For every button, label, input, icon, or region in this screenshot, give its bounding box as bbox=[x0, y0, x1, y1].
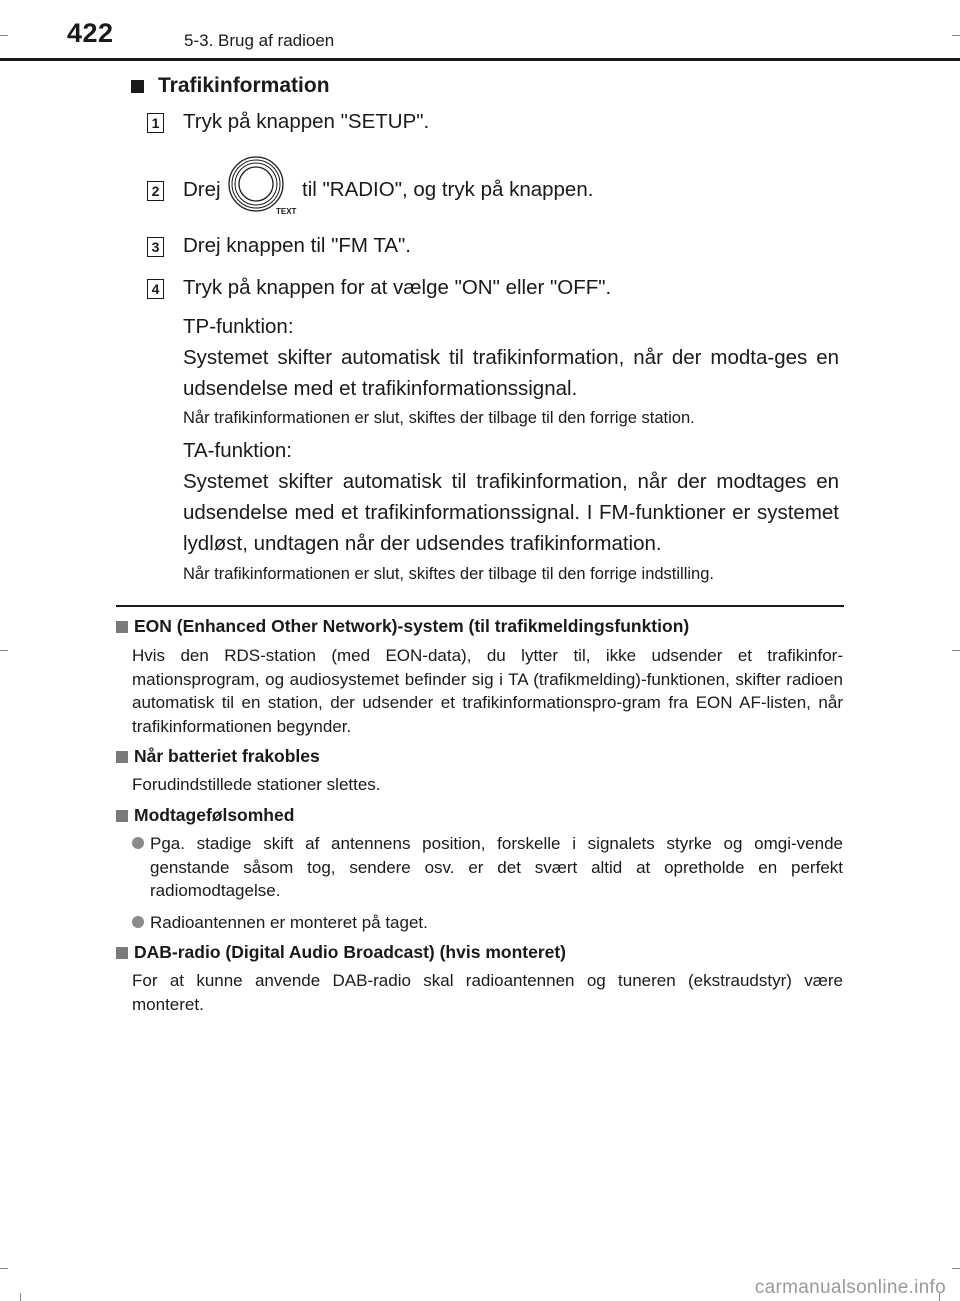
tp-note: Når trafikinformationen er slut, skiftes der tilbage til den forrige station. bbox=[183, 409, 695, 427]
step-text: Drej knappen til "FM TA". bbox=[183, 234, 411, 257]
step-number-badge: 1 bbox=[147, 113, 164, 133]
note-heading bbox=[116, 805, 294, 826]
step-text-before: Drej bbox=[183, 178, 221, 201]
note-heading bbox=[116, 942, 566, 963]
step-number-badge: 4 bbox=[147, 279, 164, 299]
tp-text: Systemet skifter automatisk til trafikinformation, når der modta-ges en udsendelse med et trafikinformationssignal. bbox=[183, 346, 839, 400]
step-text: Tryk på knappen for at vælge "ON" eller "OFF". bbox=[183, 276, 612, 299]
square-bullet-icon bbox=[116, 947, 128, 959]
tune-knob-icon bbox=[226, 154, 298, 220]
note-heading bbox=[116, 746, 320, 767]
step-text: Tryk på knappen "SETUP". bbox=[183, 110, 430, 133]
note-title: Når batteriet frakobles bbox=[134, 746, 320, 766]
watermark: carmanualsonline.info bbox=[754, 1277, 946, 1298]
step-number-badge: 3 bbox=[147, 237, 164, 257]
section-divider bbox=[116, 605, 844, 607]
bullet-text: Pga. stadige skift af antennens position, forskelle i signalets styrke og omgi-vende genstande såsom tog, sendere osv. er det svært altid at opretholde en perfekt radiomodtagelse. bbox=[150, 834, 843, 900]
header-rule bbox=[0, 58, 960, 61]
circle-bullet-icon bbox=[132, 837, 144, 849]
crop-mark bbox=[952, 650, 960, 651]
ta-heading: TA-funktion: bbox=[183, 439, 292, 462]
note-text: For at kunne anvende DAB-radio skal radioantennen og tuneren (ekstraudstyr) være monteret. bbox=[132, 971, 843, 1014]
note-title: Modtagefølsomhed bbox=[134, 805, 295, 825]
crop-mark bbox=[20, 1293, 21, 1301]
crop-mark bbox=[0, 35, 8, 36]
bullet-item bbox=[132, 832, 843, 903]
note-title: DAB-radio (Digital Audio Broadcast) (hvis monteret) bbox=[134, 942, 567, 962]
bullet-text: Radioantennen er monteret på taget. bbox=[150, 913, 428, 932]
page-number: 422 bbox=[67, 18, 114, 48]
square-bullet-icon bbox=[116, 810, 128, 822]
knob-label: TEXT bbox=[276, 207, 297, 216]
crop-mark bbox=[952, 1268, 960, 1269]
square-bullet-icon bbox=[116, 621, 128, 633]
section-heading bbox=[131, 74, 330, 98]
ta-text: Systemet skifter automatisk til trafikinformation, når der modtages en udsendelse med et trafikinformationssignal. I FM-funktioner er systemet lydløst, undtagen når der udsendes trafikinformation. bbox=[183, 470, 839, 555]
step-text-after: til "RADIO", og tryk på knappen. bbox=[302, 178, 594, 201]
note-text: Hvis den RDS-station (med EON-data), du lytter til, ikke udsender et trafikinfor-mationsprogram, og audiosystemet befinder sig i TA (trafikmelding)-funktionen, skifter radioen automatisk til en station, der udsender et trafikinformationspro-gram fra EON AF-listen, når trafikinformationen begynder. bbox=[132, 646, 843, 736]
note-text: Forudindstillede stationer slettes. bbox=[132, 775, 381, 794]
tp-heading: TP-funktion: bbox=[183, 315, 294, 338]
chapter-title: 5-3. Brug af radioen bbox=[184, 31, 335, 50]
circle-bullet-icon bbox=[132, 916, 144, 928]
section-title: Trafikinformation bbox=[158, 74, 330, 97]
note-title: EON (Enhanced Other Network)-system (til trafikmeldingsfunktion) bbox=[134, 616, 690, 636]
ta-note: Når trafikinformationen er slut, skiftes der tilbage til den forrige indstilling. bbox=[183, 565, 714, 583]
note-heading bbox=[116, 616, 689, 637]
bullet-item bbox=[132, 911, 843, 935]
square-bullet-icon bbox=[116, 751, 128, 763]
step-number-badge: 2 bbox=[147, 181, 164, 201]
square-bullet-icon bbox=[131, 80, 144, 93]
crop-mark bbox=[0, 1268, 8, 1269]
crop-mark bbox=[952, 35, 960, 36]
crop-mark bbox=[0, 650, 8, 651]
